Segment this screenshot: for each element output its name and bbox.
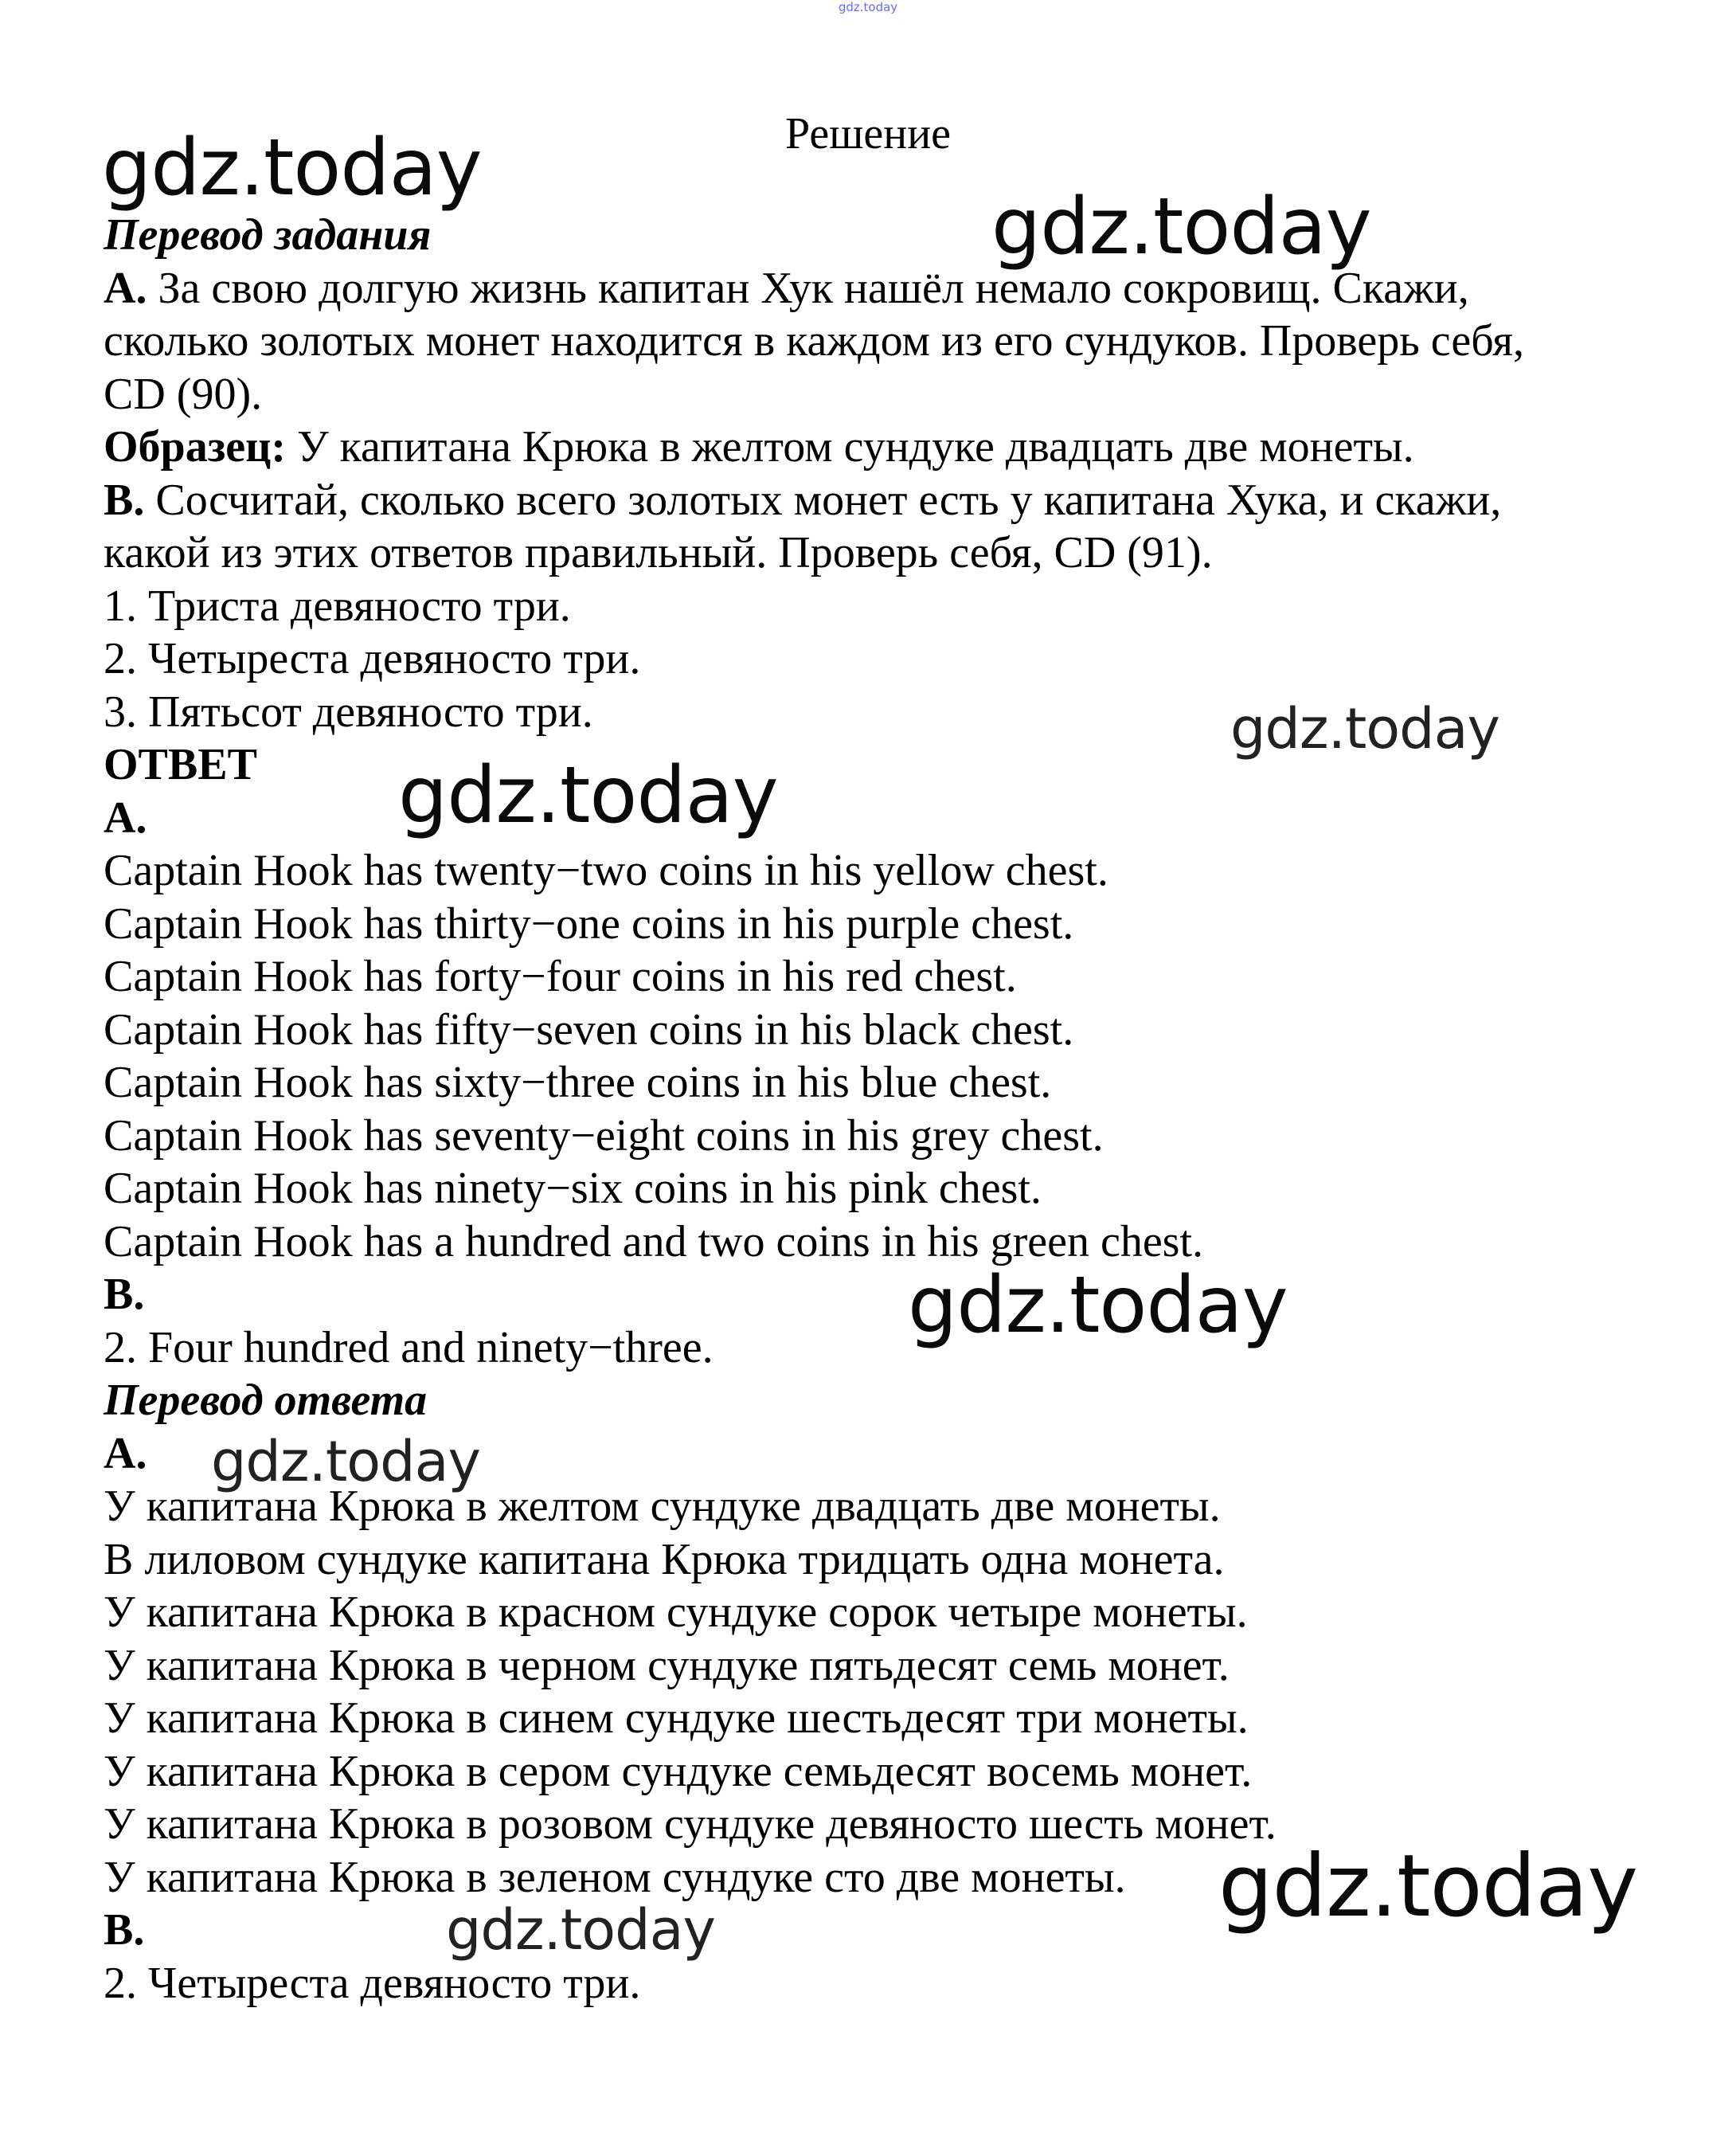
answer-b-label: B. — [104, 1270, 145, 1319]
task-b-label: В. — [104, 475, 145, 525]
watermark: gdz.today — [398, 750, 778, 841]
option-2: 2. Четыреста девяносто три. — [104, 634, 641, 683]
sample-label: Образец: — [104, 422, 286, 472]
option-3: 3. Пятьсот девяносто три. — [104, 687, 593, 737]
watermark: gdz.today — [991, 182, 1371, 272]
translation-b-line: 2. Четыреста девяносто три. — [104, 1958, 641, 2008]
sample-text: У капитана Крюка в желтом сундуке двадцать две монеты. — [296, 422, 1414, 472]
watermark: gdz.today — [1218, 1837, 1638, 1936]
answer-a-line-2: Captain Hook has thirty−one coins in his purple chest. — [104, 898, 1074, 949]
option-1: 1. Триста девяносто три. — [104, 581, 571, 631]
answer-a-line-4: Captain Hook has fifty−seven coins in his black chest. — [104, 1004, 1074, 1055]
translation-a-label: А. — [104, 1428, 147, 1478]
watermark: gdz.today — [211, 1429, 480, 1494]
watermark: gdz.today — [1230, 696, 1499, 761]
task-b-line-2: какой из этих ответов правильный. Проверь себя, CD (91). — [104, 528, 1213, 577]
translation-a-line-4: У капитана Крюка в черном сундуке пятьдесят семь монет. — [104, 1640, 1230, 1690]
task-a-line-2: сколько золотых монет находится в каждом из его сундуков. Проверь себя, — [104, 316, 1525, 366]
answer-a-label: A. — [104, 793, 147, 843]
translation-a-line-6: У капитана Крюка в сером сундуке семьдесят восемь монет. — [104, 1746, 1253, 1796]
top-watermark: gdz.today — [838, 0, 898, 14]
page-title: Решение — [784, 109, 952, 159]
sample-line — [104, 421, 1656, 474]
answer-a-line-3: Captain Hook has forty−four coins in his red chest. — [104, 952, 1017, 1001]
answer-a-line-6: Captain Hook has seventy−eight coins in his grey chest. — [104, 1110, 1104, 1161]
task-b-line-1 — [104, 474, 1656, 527]
task-a-label: А. — [104, 263, 147, 313]
task-a-line-3: CD (90). — [104, 369, 263, 419]
watermark: gdz.today — [446, 1897, 715, 1963]
task-a-text-1: За свою долгую жизнь капитан Хук нашёл немало сокровищ. Скажи, — [158, 263, 1469, 313]
answer-a-line-1: Captain Hook has twenty−two coins in his yellow chest. — [104, 846, 1108, 895]
translation-a-line-2: В лиловом сундуке капитана Крюка тридцать одна монета. — [104, 1534, 1225, 1584]
document-body — [104, 209, 1656, 2010]
translation-a-line-7: У капитана Крюка в розовом сундуке девяносто шесть монет. — [104, 1799, 1277, 1849]
answer-translation-heading: Перевод ответа — [104, 1376, 428, 1425]
translation-a-line-5: У капитана Крюка в синем сундуке шестьдесят три монеты. — [104, 1693, 1249, 1743]
answer-a-line-7: Captain Hook has ninety−six coins in his pink chest. — [104, 1164, 1042, 1213]
task-b-text-1: Сосчитай, сколько всего золотых монет есть у капитана Хука, и скажи, — [155, 475, 1502, 525]
task-translation-heading: Перевод задания — [104, 210, 432, 260]
answer-heading: ОТВЕТ — [104, 740, 257, 789]
translation-a-line-1: У капитана Крюка в желтом сундуке двадцать две монеты. — [104, 1481, 1221, 1531]
watermark: gdz.today — [908, 1260, 1288, 1351]
answer-a-line-5: Captain Hook has sixty−three coins in his blue chest. — [104, 1058, 1052, 1107]
translation-a-line-3: У капитана Крюка в красном сундуке сорок четыре монеты. — [104, 1587, 1248, 1637]
watermark: gdz.today — [102, 123, 482, 213]
answer-a-line-8: Captain Hook has a hundred and two coins in his green chest. — [104, 1216, 1204, 1266]
translation-a-line-8: У капитана Крюка в зеленом сундуке сто две монеты. — [104, 1852, 1126, 1902]
task-a-line-1 — [104, 262, 1656, 315]
answer-b-line: 2. Four hundred and ninety−three. — [104, 1322, 714, 1372]
translation-b-label: В. — [104, 1905, 145, 1955]
